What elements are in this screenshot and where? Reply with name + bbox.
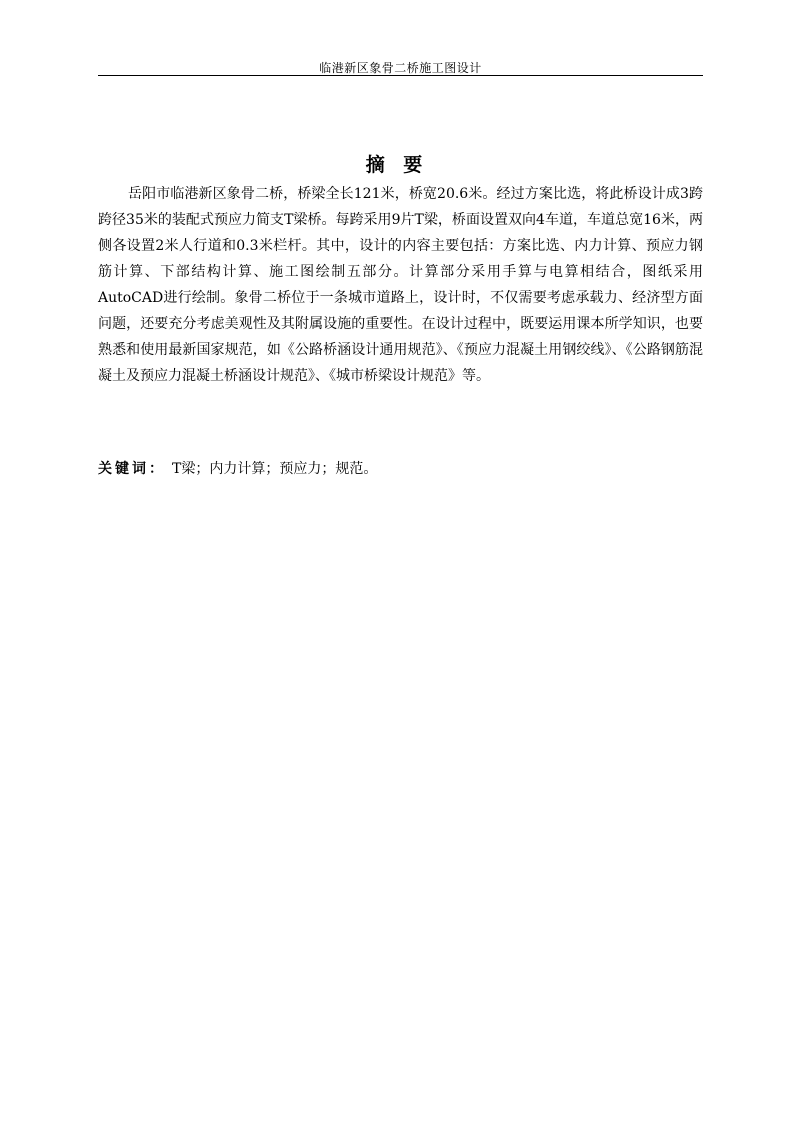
running-header: 临港新区象骨二桥施工图设计 bbox=[319, 61, 482, 75]
keywords-label: 关键词： bbox=[98, 461, 166, 477]
abstract-body: 岳阳市临港新区象骨二桥，桥梁全长121米，桥宽20.6米。经过方案比选，将此桥设计成3跨跨径35米的装配式预应力简支T梁桥。每跨采用9片T梁，桥面设置双向4车道，车道总宽16米，两侧各设置2米人行道和0.3米栏杆。其中，设计的内容主要包括：方案比选、内力计算、预应力钢筋计算、下部结构计算、施工图绘制五部分。计算部分采用手算与电算相结合，图纸采用AutoCAD进行绘制。象骨二桥位于一条城市道路上，设计时，不仅需要考虑承载力、经济型方面问题，还要充分考虑美观性及其附属设施的重要性。在设计过程中，既要运用课本所学知识，也要熟悉和使用最新国家规范，如《公路桥涵设计通用规范》、《预应力混凝土用钢绞线》、《公路钢筋混凝土及预应力混凝土桥涵设计规范》、《城市桥梁设计规范》等。 bbox=[98, 186, 703, 384]
abstract-title: 摘 要 bbox=[365, 154, 429, 176]
header-divider bbox=[98, 75, 703, 76]
keywords-value: T梁；内力计算；预应力；规范。 bbox=[172, 461, 378, 477]
keywords-line bbox=[98, 456, 703, 482]
